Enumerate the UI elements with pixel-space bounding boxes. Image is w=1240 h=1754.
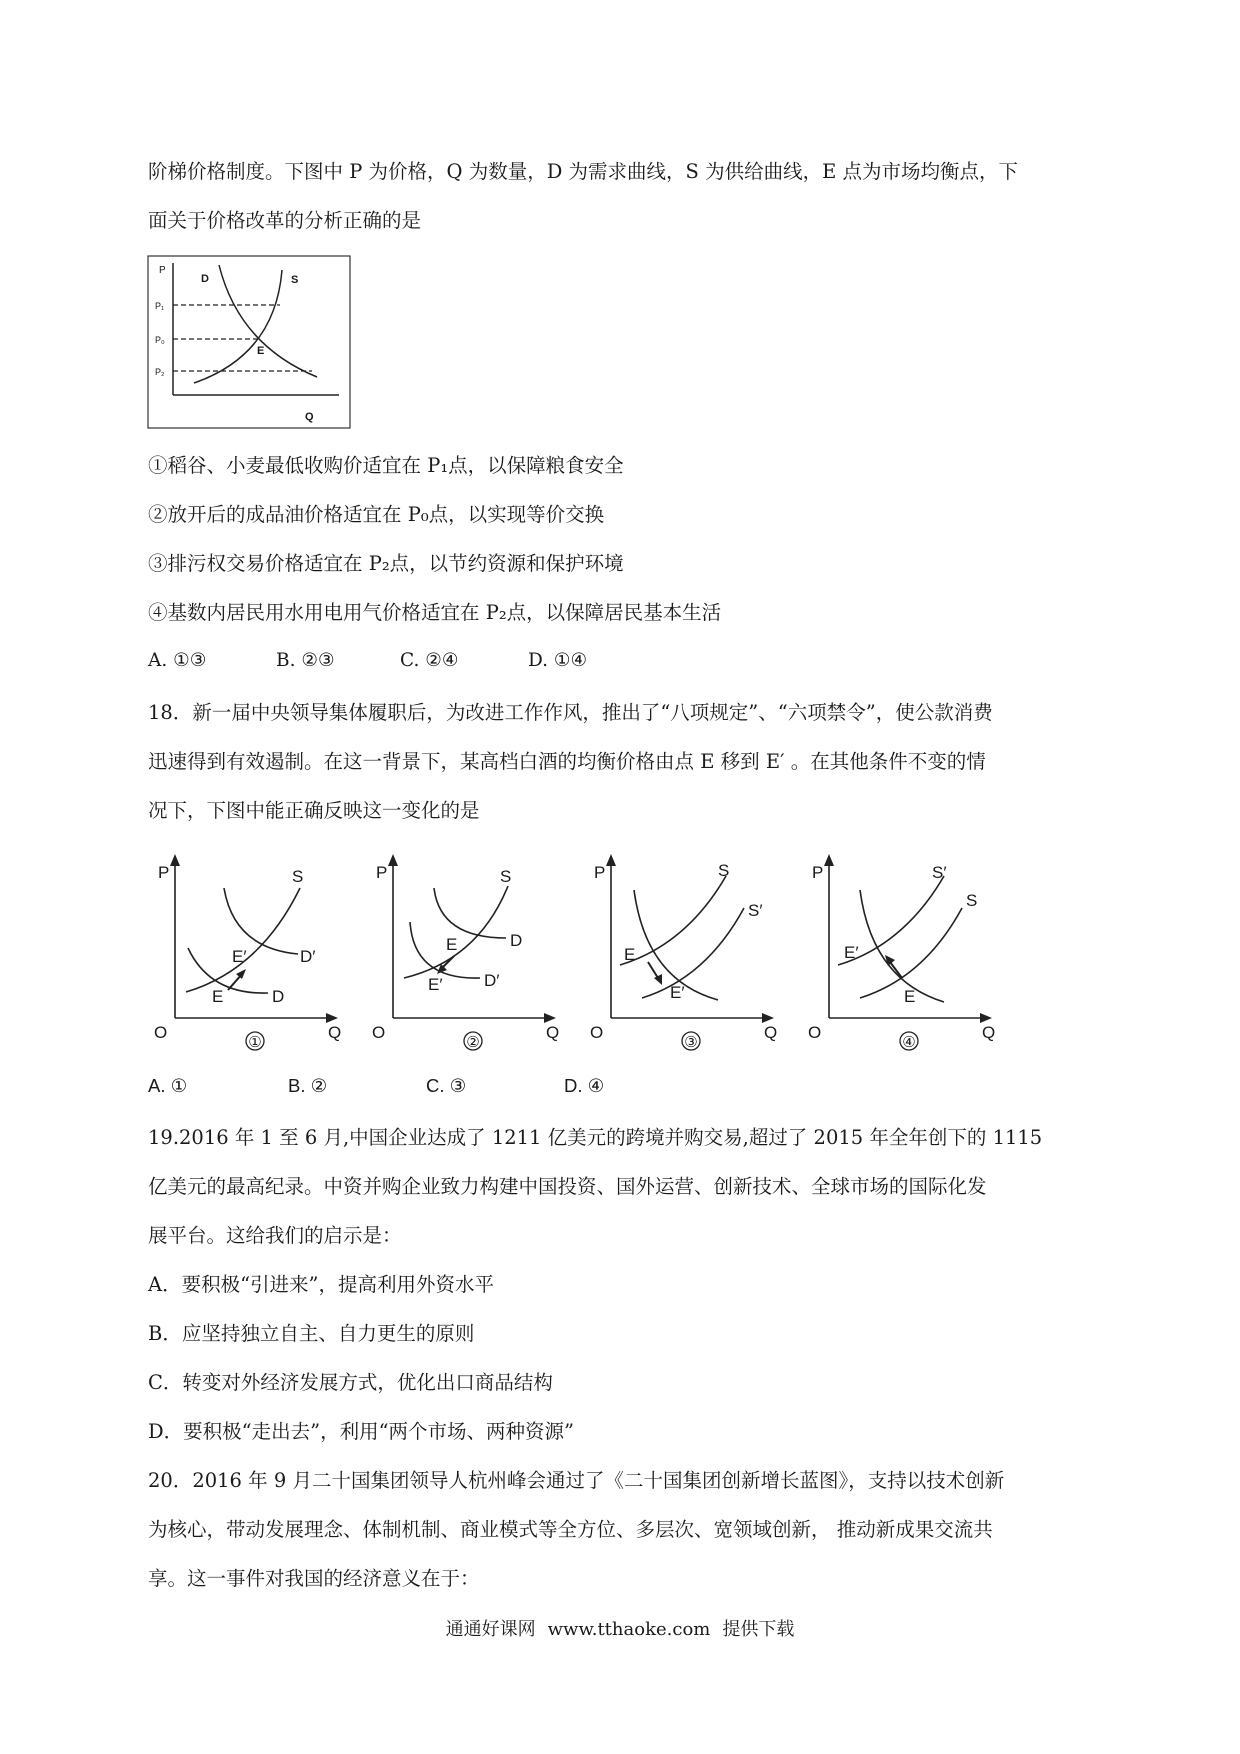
q18c3-label-o: O [590, 1023, 604, 1042]
q18c2-label-q: Q [546, 1023, 560, 1042]
q18c1-label-s: S [292, 867, 304, 886]
q17-label-p2: P₂ [155, 367, 165, 377]
q17-option-a[interactable]: A. ①③ [148, 650, 207, 671]
q18c2-label-p: P [376, 863, 388, 882]
q18c3-arrow-shaft [648, 962, 658, 978]
q19-option-b[interactable]: B．应坚持独立自主、自力更生的原则 [148, 1322, 475, 1345]
q17-options [148, 650, 587, 671]
q18c1-label-d: D [272, 987, 285, 1006]
q20-line-1: 20．2016 年 9 月二十国集团领导人杭州峰会通过了《二十国集团创新增长蓝图》，支持以技术创新 [148, 1469, 1005, 1492]
q19-line-3: 展平台。这给我们的启示是： [148, 1224, 402, 1247]
q20-line-2: 为核心，带动发展理念、体制机制、商业模式等全方位、多层次、宽领域创新， 推动新成果交流共 [148, 1518, 993, 1541]
footer-url[interactable]: www.tthaoke.com [547, 1619, 711, 1640]
q18c2-number: ② [466, 1034, 480, 1051]
q18-option-c[interactable]: C. ③ [426, 1075, 467, 1096]
q18c3-label-q: Q [764, 1023, 778, 1042]
q19-option-a[interactable]: A．要积极“引进来”，提高利用外资水平 [148, 1273, 495, 1296]
q18-line-2: 迅速得到有效遏制。在这一背景下，某高档白酒的均衡价格由点 E 移到 E′ 。在其他条件不变的情 [148, 750, 986, 773]
q18c3-supply-curve [620, 876, 726, 965]
q18c2-p-arrow [388, 854, 398, 866]
q17-label-q: Q [305, 411, 314, 423]
page-footer [0, 1615, 1240, 1641]
q18c3-q-arrow [762, 1013, 774, 1023]
q18c1-label-p: P [158, 863, 170, 882]
q18-option-b[interactable]: B. ② [288, 1075, 328, 1096]
q18c1-demand-curve [188, 948, 268, 993]
q17-statement-1: ①稻谷、小麦最低收购价适宜在 P₁点，以保障粮食安全 [148, 454, 624, 477]
q18c3-label-e: E [624, 945, 636, 964]
q17-option-d[interactable]: D. ①④ [528, 650, 588, 671]
q18-chart-3 [586, 850, 796, 1060]
q18c2-q-arrow [544, 1013, 556, 1023]
q18c4-q-arrow [980, 1013, 992, 1023]
q18-line-3: 况下，下图中能正确反映这一变化的是 [148, 799, 480, 822]
q18c2-label-d: D [510, 931, 523, 950]
q18c1-label-q: Q [328, 1023, 342, 1042]
q18c1-label-o: O [154, 1023, 168, 1042]
q18c4-label-s2: S′ [932, 863, 947, 882]
q18c4-label-o: O [808, 1023, 822, 1042]
q18c4-number: ④ [902, 1034, 916, 1051]
q17-stem-line-2: 面关于价格改革的分析正确的是 [148, 209, 422, 232]
q18c3-label-s2: S′ [748, 901, 763, 920]
q18-line-1: 18．新一届中央领导集体履职后，为改进工作作风，推出了“八项规定”、“六项禁令”，使公款消费 [148, 701, 993, 724]
q18-chart-4 [804, 850, 1014, 1060]
q18c1-label-e2: E′ [232, 947, 247, 966]
q17-option-b[interactable]: B. ②③ [276, 650, 335, 671]
q17-label-e: E [257, 345, 265, 357]
q17-statement-2: ②放开后的成品油价格适宜在 P₀点，以实现等价交换 [148, 503, 605, 526]
q18c2-label-e: E [446, 935, 458, 954]
q18c4-supply-curve [860, 908, 962, 998]
q17-supply-demand-figure [147, 255, 352, 430]
q17-label-p1: P₁ [155, 301, 165, 311]
q18-chart-1 [150, 850, 360, 1060]
q18c4-label-q: Q [982, 1023, 996, 1042]
q18c2-label-o: O [372, 1023, 386, 1042]
q18-option-a[interactable]: A. ① [148, 1075, 188, 1096]
footer-site-name: 通通好课网 [445, 1619, 536, 1640]
q17-stem-line-1: 阶梯价格制度。下图中 P 为价格，Q 为数量，D 为需求曲线，S 为供给曲线，E 点为市场均衡点，下 [148, 160, 1019, 183]
q18c1-label-d2: D′ [300, 947, 316, 966]
q18c3-number: ③ [684, 1034, 698, 1051]
q17-option-c[interactable]: C. ②④ [400, 650, 459, 671]
q17-label-p0: P₀ [155, 335, 165, 345]
q18c4-label-p: P [812, 863, 824, 882]
q19-line-2: 亿美元的最高纪录。中资并购企业致力构建中国投资、国外运营、创新技术、全球市场的国际化发 [148, 1175, 987, 1198]
q18c1-p-arrow [170, 854, 180, 866]
q18c4-arrow-head [885, 955, 895, 966]
q18c3-arrow-head [654, 974, 662, 985]
q18c3-label-p: P [594, 863, 606, 882]
q18c4-label-e2: E′ [844, 943, 859, 962]
q17-supply-curve [194, 270, 282, 383]
q18c2-label-d2: D′ [484, 971, 500, 990]
q17-label-d: D [201, 273, 209, 285]
footer-note: 提供下载 [722, 1619, 795, 1640]
q18c4-p-arrow [824, 854, 834, 866]
q18c1-arrow-head [236, 969, 246, 979]
q19-option-c[interactable]: C．转变对外经济发展方式，优化出口商品结构 [148, 1371, 553, 1394]
q18c1-label-e: E [212, 987, 224, 1006]
q18c2-label-e2: E′ [428, 975, 443, 994]
q18-options [148, 1075, 604, 1097]
q17-statement-4: ④基数内居民用水用电用气价格适宜在 P₂点，以保障居民基本生活 [148, 601, 722, 624]
q18c4-label-s: S [966, 891, 978, 910]
q18c1-q-arrow [326, 1013, 338, 1023]
q19-option-d[interactable]: D．要积极“走出去”，利用“两个市场、两种资源” [148, 1420, 575, 1443]
q17-figure-frame [148, 256, 350, 428]
q18c2-label-s: S [500, 867, 512, 886]
q18c4-label-e: E [904, 987, 916, 1006]
q17-label-p: P [159, 265, 166, 276]
q18c3-label-e2: E′ [670, 983, 685, 1002]
q18c3-p-arrow [606, 854, 616, 866]
q18-chart-2 [368, 850, 578, 1060]
q17-label-s: S [291, 274, 299, 286]
q20-line-3: 享。这一事件对我国的经济意义在于： [148, 1567, 480, 1590]
q18c1-demand2-curve [224, 888, 298, 954]
q18c3-label-s: S [718, 861, 730, 880]
q18c4-demand-curve [860, 890, 944, 1002]
q18c2-supply-curve [404, 886, 508, 978]
q17-statement-3: ③排污权交易价格适宜在 P₂点，以节约资源和保护环境 [148, 552, 624, 575]
q18-option-d[interactable]: D. ④ [564, 1075, 605, 1096]
q19-line-1: 19.2016 年 1 至 6 月,中国企业达成了 1211 亿美元的跨境并购交易,超过了 2015 年全年创下的 1115 [148, 1126, 1043, 1149]
q18c1-number: ① [248, 1034, 262, 1051]
q18c3-supply2-curve [642, 908, 744, 998]
